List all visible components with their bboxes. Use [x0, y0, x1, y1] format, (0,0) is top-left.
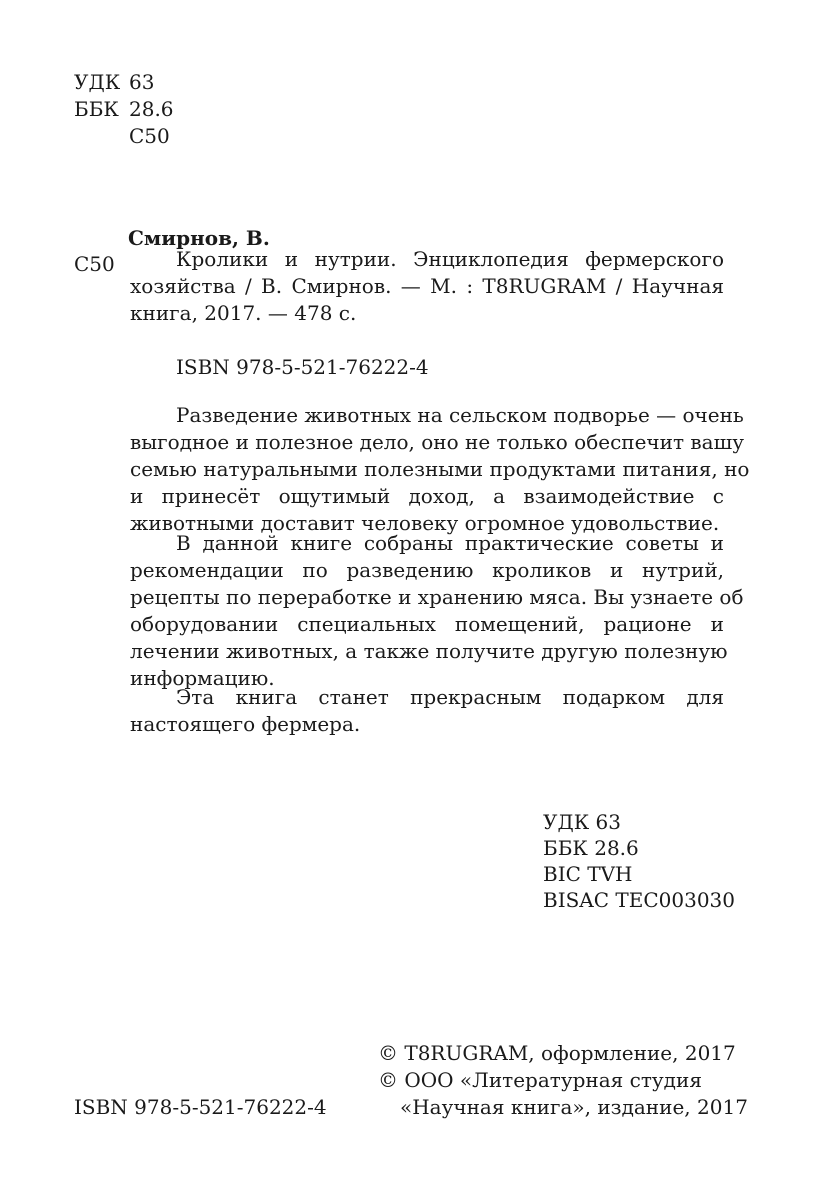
- author-sign: С50: [74, 252, 115, 276]
- annotation-line: рецепты по переработке и хранению мяса. Вы узнаете об: [130, 585, 744, 609]
- bibliographic-line: книга, 2017. — 478 с.: [130, 301, 357, 325]
- annotation-line: В данной книге собраны практические советы и: [176, 531, 724, 555]
- author-sign-top: С50: [129, 124, 170, 148]
- bbk-label: ББК: [74, 97, 119, 121]
- author-name: Смирнов, В.: [128, 226, 270, 250]
- bic-code: BIC TVH: [543, 862, 633, 886]
- copyright-edition: «Научная книга», издание, 2017: [400, 1095, 748, 1119]
- bbk-code: ББК 28.6: [543, 836, 639, 860]
- copyright-design: © T8RUGRAM, оформление, 2017: [378, 1041, 736, 1065]
- annotation-line: семью натуральными полезными продуктами питания, но: [130, 457, 750, 481]
- annotation-line: лечении животных, а также получите другую полезную: [130, 639, 728, 663]
- annotation-line: выгодное и полезное дело, оно не только обеспечит вашу: [130, 430, 744, 454]
- annotation-line: и принесёт ощутимый доход, а взаимодействие с: [130, 484, 724, 508]
- annotation-line: информацию.: [130, 666, 275, 690]
- annotation-line: Эта книга станет прекрасным подарком для: [176, 685, 724, 709]
- udk-value: 63: [129, 70, 155, 94]
- bibliographic-line: Кролики и нутрии. Энциклопедия фермерского: [176, 247, 724, 271]
- isbn-line: ISBN 978-5-521-76222-4: [176, 355, 429, 379]
- udk-code: УДК 63: [543, 810, 621, 834]
- bibliographic-line: хозяйства / В. Смирнов. — М. : T8RUGRAM / Научная: [130, 274, 724, 298]
- annotation-line: рекомендации по разведению кроликов и нутрий,: [130, 558, 724, 582]
- annotation-line: настоящего фермера.: [130, 712, 361, 736]
- footer-isbn: ISBN 978-5-521-76222-4: [74, 1095, 327, 1119]
- annotation-line: Разведение животных на сельском подворье — очень: [176, 403, 744, 427]
- annotation-line: животными доставит человеку огромное удовольствие.: [130, 511, 720, 535]
- bisac-code: BISAC TEC003030: [543, 888, 735, 912]
- udk-label: УДК: [74, 70, 121, 94]
- annotation-line: оборудовании специальных помещений, рационе и: [130, 612, 724, 636]
- bbk-value: 28.6: [129, 97, 174, 121]
- copyright-publisher: © ООО «Литературная студия: [378, 1068, 702, 1092]
